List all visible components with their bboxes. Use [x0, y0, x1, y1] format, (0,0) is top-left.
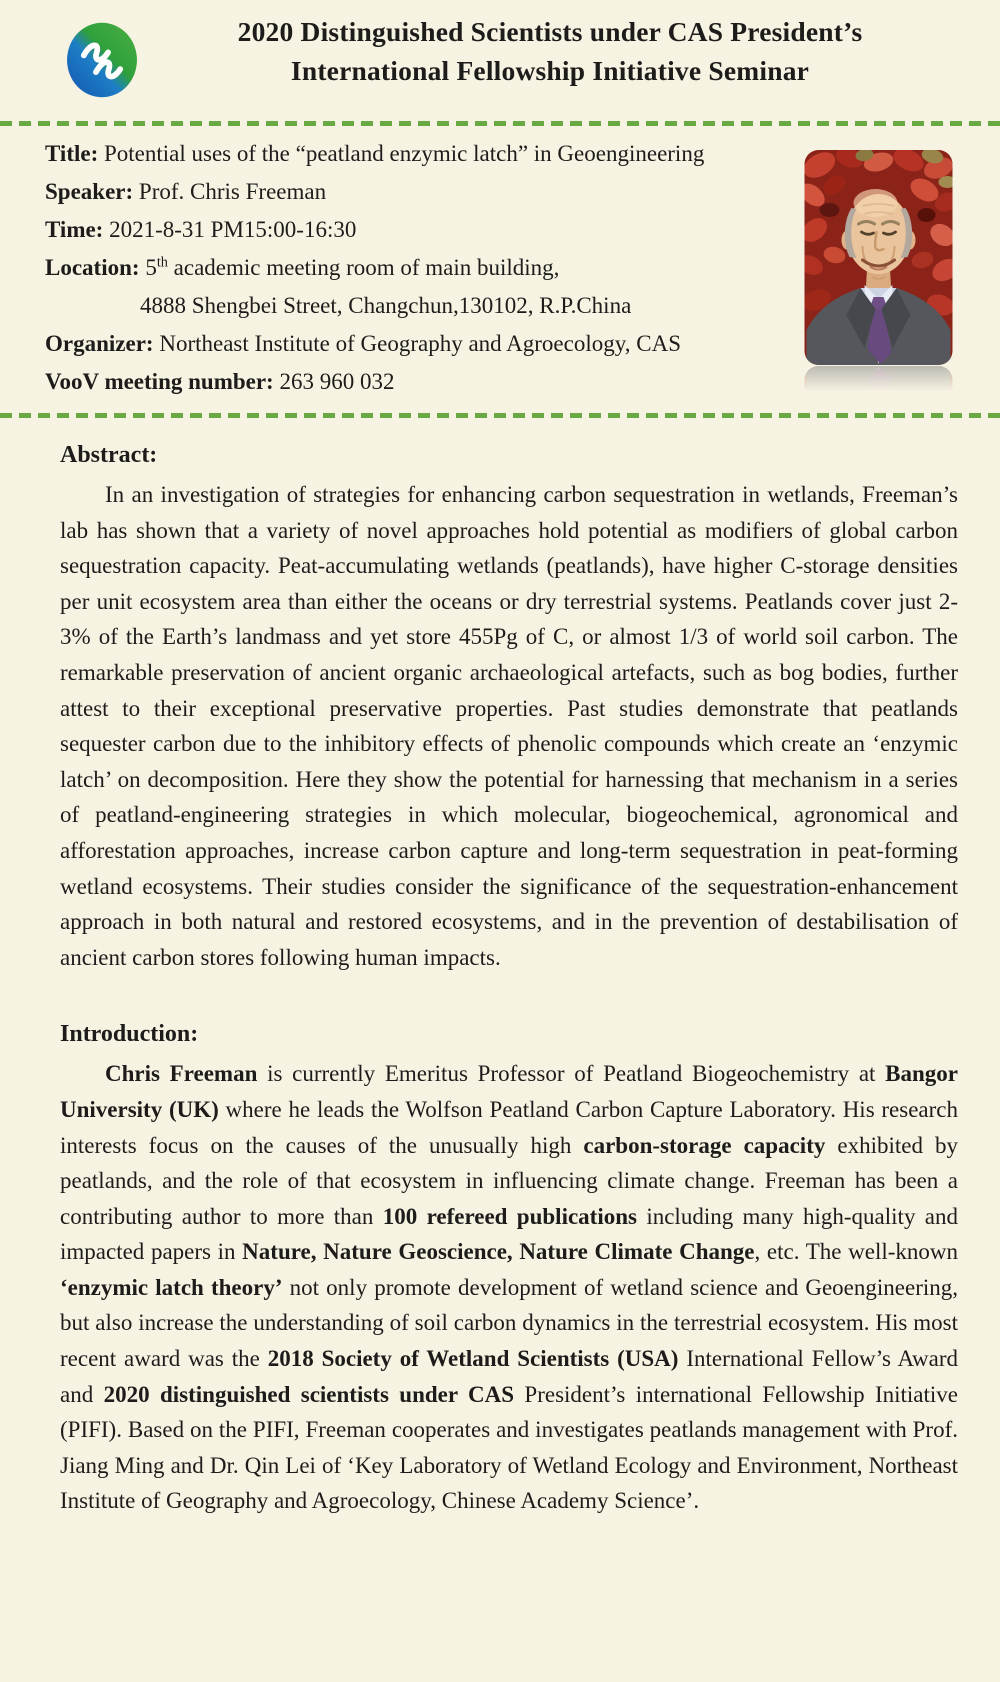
page-title	[140, 12, 1000, 90]
info-label: Organizer:	[45, 331, 154, 356]
info-value: 263 960 032	[279, 369, 395, 394]
introduction-paragraph: Chris Freeman is currently Emeritus Professor of Peatland Biogeochemistry at Bangor University (UK) where he leads the Wolfson Peatland Carbon Capture Laboratory. His research interests focus on the causes of the unusually high carbon-storage capacity exhibited by peatlands, and the role of that ecosystem in influencing climate change. Freeman has been a contributing author to more than 100 refereed publications including many high-quality and impacted papers in Nature, Nature Geoscience, Nature Climate Change, etc. The well-known ‘enzymic latch theory’ not only promote development of wetland science and Geoengineering, but also increase the understanding of soil carbon dynamics in the terrestrial ecosystem. His most recent award was the 2018 Society of Wetland Scientists (USA) International Fellow’s Award and 2020 distinguished scientists under CAS President’s international Fellowship Initiative (PIFI). Based on the PIFI, Freeman cooperates and investigates peatlands management with Prof. Jiang Ming and Dr. Qin Lei of ‘Key Laboratory of Wetland Ecology and Environment, Northeast Institute of Geography and Agroecology, Chinese Academy Science’.	[60, 1061, 959, 1514]
info-row-time	[45, 211, 790, 249]
institute-globe-logo	[64, 22, 140, 98]
info-row-location	[45, 249, 790, 287]
photo-reflection	[804, 366, 953, 396]
page-title-line1: 2020 Distinguished Scientists under CAS President’s	[237, 16, 863, 47]
info-row-location-continued	[45, 287, 885, 325]
info-label: Title:	[45, 141, 99, 166]
info-label: Speaker:	[45, 179, 134, 204]
info-row-organizer	[45, 325, 790, 363]
info-value: 4888 Shengbei Street, Changchun,130102, R.P.China	[140, 293, 632, 318]
info-value: 2021-8-31 PM15:00-16:30	[109, 217, 357, 242]
info-label: Location:	[45, 255, 140, 280]
speaker-photo	[804, 150, 953, 396]
info-row-title	[45, 135, 790, 173]
globe-icon	[64, 22, 140, 98]
info-value: Prof. Chris Freeman	[138, 179, 327, 204]
info-row-speaker	[45, 173, 790, 211]
info-value: 5th academic meeting room of main building,	[145, 254, 560, 280]
info-value: Potential uses of the “peatland enzymic latch” in Geoengineering	[103, 141, 705, 166]
abstract-heading: Abstract:	[60, 442, 158, 468]
info-label: Time:	[45, 217, 104, 242]
header	[0, 0, 1000, 118]
info-row-voov-number	[45, 363, 790, 401]
speaker-portrait-image	[804, 150, 953, 365]
introduction-heading: Introduction:	[60, 1021, 199, 1048]
content	[0, 438, 1000, 1519]
abstract-paragraph: In an investigation of strategies for enhancing carbon sequestration in wetlands, Freeman’s lab has shown that a variety of novel approaches hold potential as modifiers of global carbon sequestration capacity. Peat-accumulating wetlands (peatlands), have higher C-storage densities per unit ecosystem area than either the oceans or dry terrestrial systems. Peatlands cover just 2-3% of the Earth’s landmass and yet store 455Pg of C, or almost 1/3 of world soil carbon. The remarkable preservation of ancient organic archaeological artefacts, such as bog bodies, further attest to their exceptional preservative properties. Past studies demonstrate that peatlands sequester carbon due to the inhibitory effects of phenolic compounds which create an ‘enzymic latch’ on decomposition. Here they show the potential for harnessing that mechanism in a series of peatland-engineering strategies in which molecular, biogeochemical, agronomical and afforestation approaches, increase carbon capture and long-term sequestration in peat-forming wetland ecosystems. Their studies consider the significance of the sequestration-enhancement approach in both natural and restored ecosystems, and in the prevention of destabilisation of ancient carbon stores following human impacts.	[60, 482, 958, 970]
info-value: Northeast Institute of Geography and Agroecology, CAS	[159, 331, 681, 356]
page-title-line2: International Fellowship Initiative Seminar	[290, 55, 810, 86]
divider-bottom	[0, 413, 1000, 418]
info-label: VooV meeting number:	[45, 369, 274, 394]
